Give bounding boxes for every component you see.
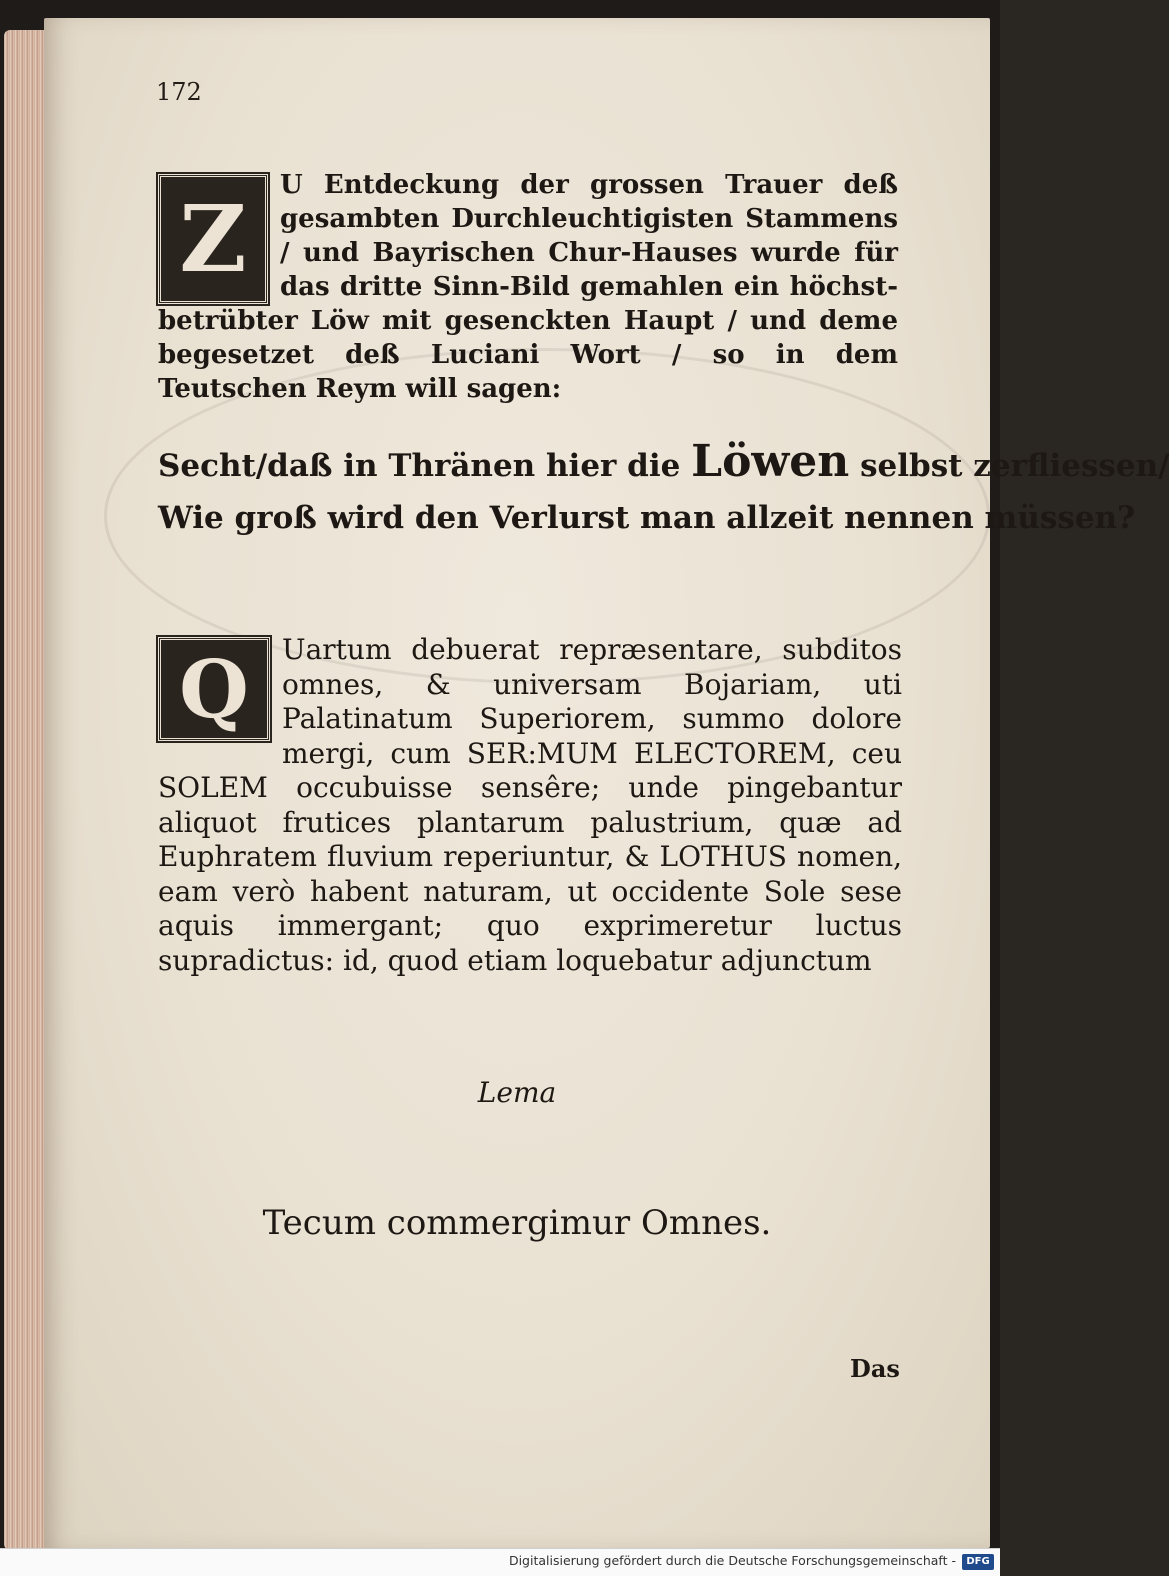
book-page [44,18,1169,1548]
catchword: Das [850,1354,900,1383]
decorated-initial-q: Q [158,637,270,741]
verse-line-1 [158,436,1169,492]
footer-credit: Digitalisierung gefördert durch die Deutsche Forschungsgemeinschaft - [508,1553,956,1568]
verse-line-1-start: Secht/daß in Thränen hier die [158,448,692,484]
latin-paragraph [158,633,902,978]
lema-heading: Lema [477,1076,557,1109]
decorated-initial-z: Z [158,174,268,304]
latin-paragraph-text: Uartum debuerat repræsentare, subditos omnes, & universam Bojariam, uti Palatinatum Superiorem, summo dolore mergi, cum SER:MUM ELECTOREM, ceu SOLEM occubuisse sensêre; unde pingebantur aliquot frutices plantarum palustrium, quæ ad Euphratem fluvium reperiuntur, & LOTHUS nomen, eam verò habent naturam, ut occidente Sole sese aquis immergant; quo exprimeretur luctus supradictus: id, quod etiam loquebatur adjunctum [158,633,902,977]
footer-bar [0,1548,1000,1576]
german-paragraph [158,168,898,406]
verse-line-2: Wie groß wird den Verlurst man allzeit nennen müssen? [158,500,1136,536]
dfg-logo: DFG [962,1554,994,1570]
verse-emphasis-word: Löwen [691,436,850,487]
motto: Tecum commergimur Omnes. [262,1203,772,1243]
german-verse [158,436,1169,544]
page-number: 172 [156,78,202,106]
verse-line-1-end: selbst zerfliessen/ [849,448,1169,484]
german-paragraph-text: U Entdeckung der grossen Trauer deß gesambten Durchleuchtigisten Stammens / und Bayrischen Chur-Hauses wurde für das dritte Sinn-Bild gemahlen ein höchst-betrübter Löw mit gesenckten Haupt / und deme begesetzet deß Luciani Wort / so in dem Teutschen Reym will sagen: [158,170,898,404]
